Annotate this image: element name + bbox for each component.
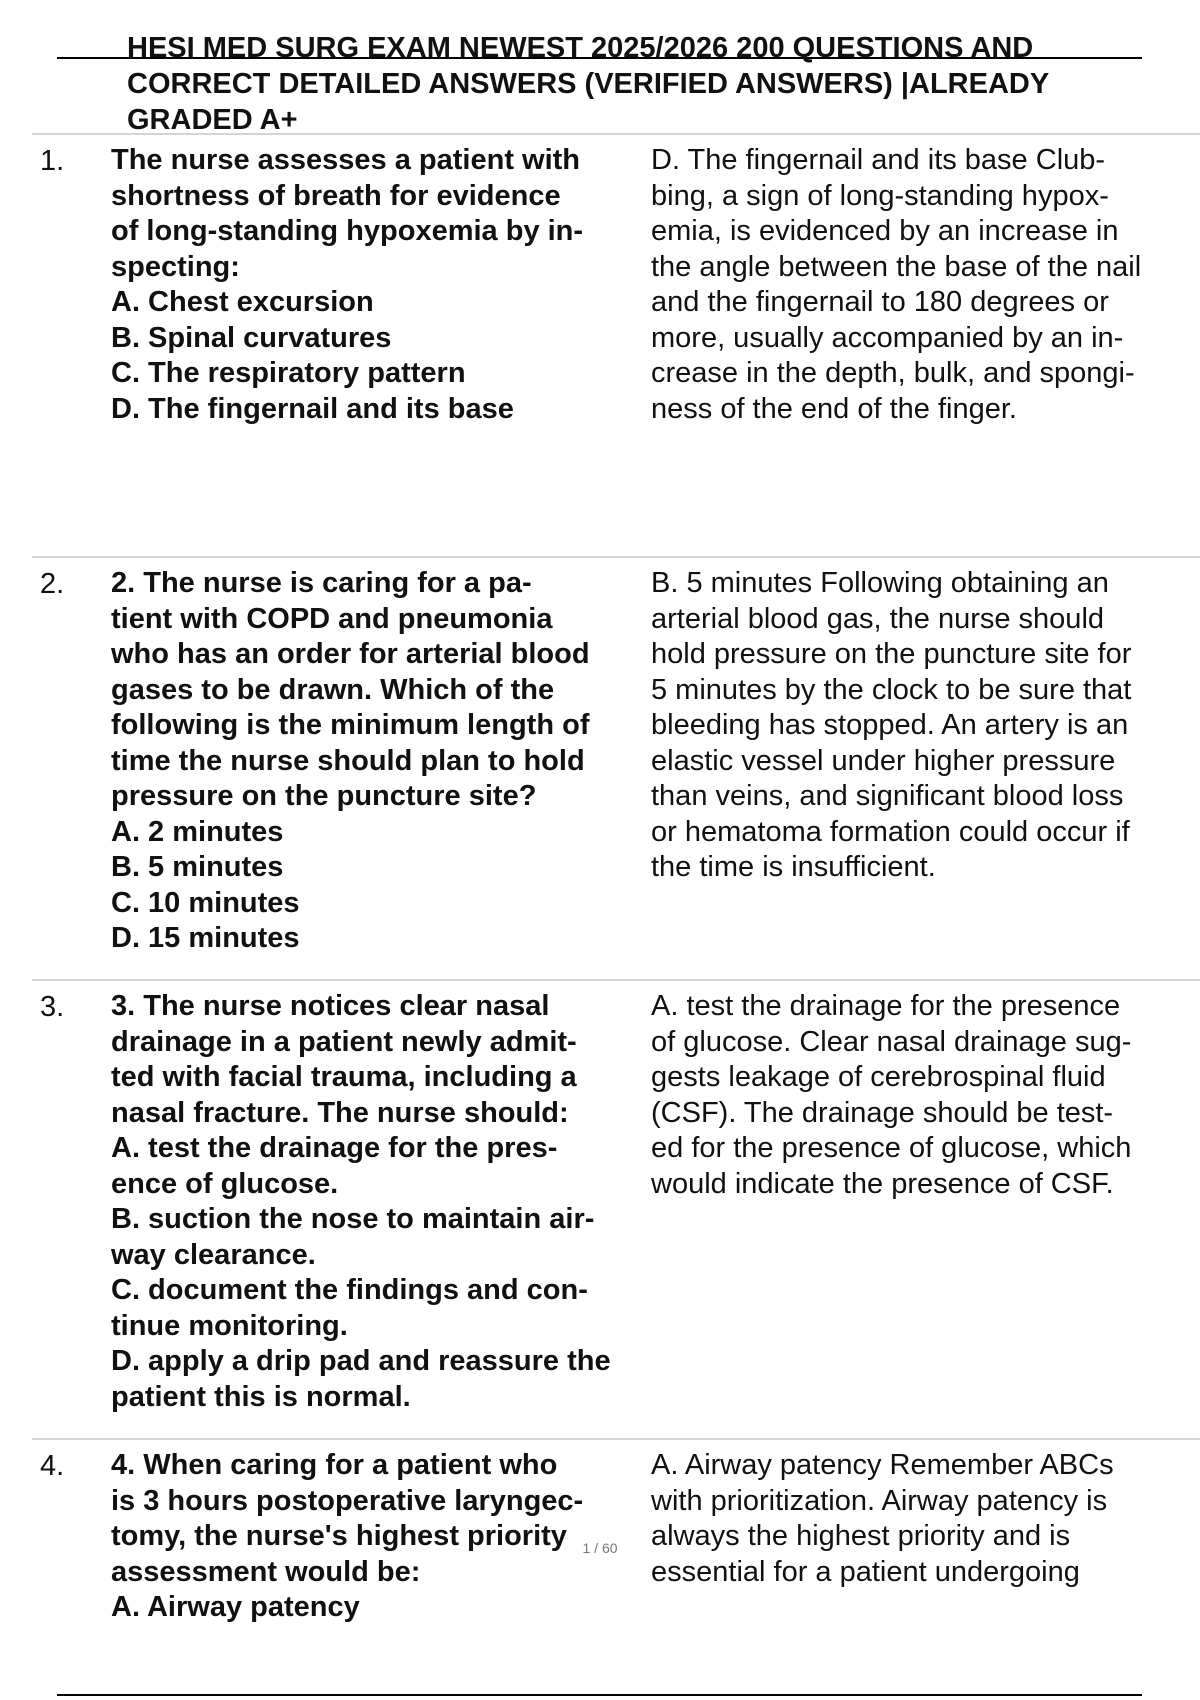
answer-line: A. test the drainage for the presence xyxy=(651,990,1121,1022)
question-line: 4. When caring for a patient who xyxy=(111,1449,558,1481)
question-line: gases to be drawn. Which of the xyxy=(111,673,555,706)
answer-line: gests leakage of cerebrospinal fluid xyxy=(651,1061,1106,1093)
answer-line: more, usually accompanied by an in- xyxy=(651,321,1124,354)
answer-text xyxy=(651,143,1200,427)
answer-line: D. The fingernail and its base Club- xyxy=(651,144,1106,176)
answer-line: the angle between the base of the nail xyxy=(651,250,1142,283)
answer-text xyxy=(651,566,1200,886)
answer-line: the time is insufficient. xyxy=(651,851,936,883)
qa-item-3 xyxy=(32,979,1200,1438)
question-line: drainage in a patient newly admit- xyxy=(111,1025,577,1058)
question-line: The nurse assesses a patient with xyxy=(111,144,581,176)
answer-line: with prioritization. Airway patency is xyxy=(651,1484,1108,1517)
question-line: who has an order for arterial blood xyxy=(111,638,590,670)
answer-line: hold pressure on the puncture site for xyxy=(651,638,1132,670)
answer-line: always the highest priority and is xyxy=(651,1520,1071,1552)
question-line: following is the minimum length of xyxy=(111,709,590,741)
item-number: 2. xyxy=(40,568,65,600)
answer-line: (CSF). The drainage should be test- xyxy=(651,1096,1114,1129)
option-c-cont: tinue monitoring. xyxy=(111,1309,348,1342)
option-a: A. Airway patency xyxy=(111,1591,360,1623)
question-line: pressure on the puncture site? xyxy=(111,780,537,812)
option-b: B. suction the nose to maintain air- xyxy=(111,1203,595,1235)
question-line: specting: xyxy=(111,250,240,283)
question-line: ted with facial trauma, including a xyxy=(111,1061,577,1093)
answer-text xyxy=(651,1448,1200,1590)
item-number: 1. xyxy=(40,145,65,177)
item-number: 3. xyxy=(40,991,65,1023)
question-line: shortness of breath for evidence xyxy=(111,179,561,212)
question-line: nasal fracture. The nurse should: xyxy=(111,1096,569,1129)
question-line: of long-standing hypoxemia by in- xyxy=(111,215,584,247)
answer-line: bing, a sign of long-standing hypox- xyxy=(651,179,1109,212)
option-c: C. The respiratory pattern xyxy=(111,357,466,389)
option-b: B. Spinal curvatures xyxy=(111,321,392,354)
item-number: 4. xyxy=(40,1450,65,1482)
question-text xyxy=(111,566,671,957)
question-text xyxy=(111,143,671,427)
answer-line: 5 minutes by the clock to be sure that xyxy=(651,673,1132,706)
answer-line: bleeding has stopped. An artery is an xyxy=(651,709,1129,741)
question-text xyxy=(111,989,671,1415)
question-line: tomy, the nurse's highest priority xyxy=(111,1520,567,1552)
title-line: GRADED A+ xyxy=(127,104,298,136)
answer-line: B. 5 minutes Following obtaining an xyxy=(651,567,1109,599)
option-d-cont: patient this is normal. xyxy=(111,1380,411,1413)
question-line: 2. The nurse is caring for a pa- xyxy=(111,567,532,599)
qa-item-4 xyxy=(32,1438,1200,1638)
qa-item-1 xyxy=(32,133,1200,556)
qa-item-2 xyxy=(32,556,1200,979)
answer-line: crease in the depth, bulk, and spongi- xyxy=(651,357,1135,389)
option-d: D. The fingernail and its base xyxy=(111,392,514,425)
page-indicator: 1 / 60 xyxy=(582,1540,618,1556)
answer-line: arterial blood gas, the nurse should xyxy=(651,602,1105,635)
answer-line: and the fingernail to 180 degrees or xyxy=(651,286,1109,318)
title-line: HESI MED SURG EXAM NEWEST 2025/2026 200 QUESTIONS AND xyxy=(127,32,1034,64)
answer-line: essential for a patient undergoing xyxy=(651,1555,1080,1588)
question-text xyxy=(111,1448,671,1626)
option-a-cont: ence of glucose. xyxy=(111,1167,339,1200)
option-d: D. apply a drip pad and reassure the xyxy=(111,1345,611,1377)
answer-line: ness of the end of the finger. xyxy=(651,392,1017,425)
option-c: C. document the findings and con- xyxy=(111,1274,588,1306)
answer-line: than veins, and significant blood loss xyxy=(651,780,1124,812)
answer-line: would indicate the presence of CSF. xyxy=(651,1167,1114,1200)
question-line: assessment would be: xyxy=(111,1555,421,1588)
answer-line: or hematoma formation could occur if xyxy=(651,815,1130,848)
question-line: time the nurse should plan to hold xyxy=(111,744,585,777)
option-b-cont: way clearance. xyxy=(111,1238,316,1271)
document-title xyxy=(127,30,1167,138)
question-line: is 3 hours postoperative laryngec- xyxy=(111,1484,584,1517)
option-a: A. Chest excursion xyxy=(111,286,374,318)
option-a: A. test the drainage for the pres- xyxy=(111,1132,558,1164)
title-line: CORRECT DETAILED ANSWERS (VERIFIED ANSWERS) |ALREADY xyxy=(127,68,1050,100)
option-d: D. 15 minutes xyxy=(111,922,300,954)
answer-line: of glucose. Clear nasal drainage sug- xyxy=(651,1025,1132,1058)
option-b: B. 5 minutes xyxy=(111,851,284,883)
answer-text xyxy=(651,989,1200,1202)
answer-line: ed for the presence of glucose, which xyxy=(651,1132,1132,1164)
option-c: C. 10 minutes xyxy=(111,886,300,919)
option-a: A. 2 minutes xyxy=(111,815,284,848)
answer-line: emia, is evidenced by an increase in xyxy=(651,215,1119,247)
answer-line: A. Airway patency Remember ABCs xyxy=(651,1449,1114,1481)
bottom-rule xyxy=(57,1694,1142,1696)
qa-list xyxy=(32,133,1200,1638)
question-line: tient with COPD and pneumonia xyxy=(111,602,553,635)
question-line: 3. The nurse notices clear nasal xyxy=(111,990,550,1022)
answer-line: elastic vessel under higher pressure xyxy=(651,744,1116,777)
